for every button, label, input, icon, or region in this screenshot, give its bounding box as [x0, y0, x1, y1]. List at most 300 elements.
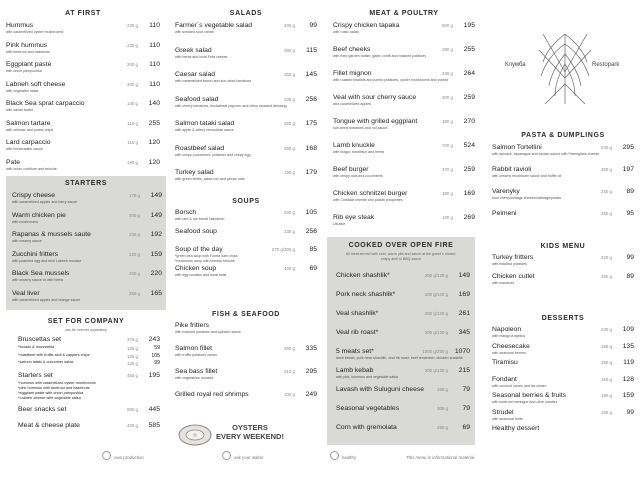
item-description: with vegetables mousse — [175, 376, 214, 380]
item-name: Meat & cheese plate — [18, 421, 80, 429]
item-name: *salmon tataki & cucumber salsa — [18, 360, 74, 364]
item-price: 69 — [462, 424, 470, 431]
item-price: 195 — [148, 371, 160, 379]
item-price: 99 — [626, 408, 634, 416]
menu-item — [12, 229, 162, 249]
item-weight: 250 g — [601, 189, 612, 194]
menu-item — [175, 167, 317, 187]
item-description: with onion confiture and brioche — [6, 166, 57, 171]
item-weight: 140 g — [127, 101, 138, 106]
set-item — [18, 422, 160, 430]
item-price: 120 — [148, 158, 160, 166]
set-item — [18, 372, 160, 380]
item-price: 220 — [150, 270, 162, 277]
item-weight: 400 g — [129, 271, 140, 276]
item-description: with lard & rye bread Napoleon — [175, 217, 225, 221]
item-name: Turkey salad — [175, 169, 214, 176]
item-price: 261 — [458, 310, 470, 317]
item-weight: 150 g — [601, 343, 612, 349]
menu-item — [175, 118, 317, 138]
own-production-icon — [102, 451, 111, 460]
item-weight: 250 g — [129, 290, 140, 296]
item-name: Chicken schnitzel burger — [333, 190, 408, 197]
item-description: with egg noodles and meat balls — [175, 272, 227, 277]
item-price: 145 — [305, 71, 317, 78]
item-name: Fondant — [492, 375, 517, 383]
item-name: Greek salad — [175, 46, 212, 54]
item-price: 99 — [309, 22, 317, 29]
item-weight: 200 g — [127, 62, 138, 67]
item-price: 165 — [150, 289, 162, 297]
oysters-line-2: EVERY WEEKEND! — [216, 432, 284, 441]
item-name: *eggplant paste with onion pampushka — [18, 390, 84, 395]
item-price: 59 — [154, 345, 160, 351]
item-weight: 240 g — [601, 145, 612, 150]
item-price: 175 — [305, 120, 317, 127]
item-weight: 300 g — [442, 95, 453, 100]
item-description: with beetroot meringue and olive candies — [492, 400, 558, 404]
item-weight: 250 g — [437, 425, 448, 430]
menu-item — [175, 366, 317, 386]
menu-item — [6, 137, 160, 157]
item-price: 109 — [622, 326, 634, 333]
item-description: with mashed potatoes and spinach sauce — [175, 330, 241, 334]
menu-item — [12, 288, 162, 308]
item-weight: 200 g/120 g — [424, 292, 448, 297]
item-weight: 110 g — [127, 120, 138, 126]
item-name: Crispy chicken tapaka — [333, 22, 400, 29]
menu-item — [333, 44, 475, 64]
item-weight: 200 g/130 g — [424, 368, 448, 373]
item-description: with mango Angelica — [492, 334, 525, 338]
item-description: with apple & celery remoulade sauce — [175, 128, 234, 132]
item-weight: 1000 g/250 g — [422, 349, 448, 354]
item-name: Tiramisu — [492, 359, 518, 366]
item-description: with crispy cucumbers, potatoes and crispy egg — [175, 152, 251, 157]
menu-item — [336, 308, 470, 328]
menu-item — [336, 365, 470, 385]
item-name: *roastbeef with truffle aioli & cappers chips — [18, 352, 90, 357]
item-price: 255 — [463, 46, 475, 53]
item-weight: 190 g — [284, 170, 295, 175]
item-price: 110 — [149, 61, 160, 68]
menu-item — [336, 384, 470, 404]
item-name: Zucchini fritters — [12, 250, 59, 258]
item-price: 259 — [463, 94, 475, 101]
item-description: with herbs and local Feta cheese — [175, 54, 228, 59]
item-price: 264 — [463, 70, 475, 77]
fire-panel — [327, 237, 475, 445]
item-weight: 230 g — [127, 23, 138, 28]
item-name: Corn with gremolata — [336, 424, 397, 431]
item-weight: 450 g — [127, 372, 138, 378]
item-name: Crispy cheese — [12, 192, 56, 199]
menu-item — [6, 157, 160, 177]
menu-item — [12, 210, 162, 230]
item-weight: 230 g — [601, 327, 612, 332]
item-weight: 150 g — [601, 409, 612, 415]
item-weight: 280 g — [284, 346, 295, 351]
item-price: 585 — [148, 421, 160, 429]
item-weight: 125 g — [127, 346, 138, 351]
item-weight: 700 g — [442, 143, 453, 148]
menu-item — [492, 186, 634, 206]
item-name: Lamb kebab — [336, 367, 374, 374]
item-description: with Cheddar cheese and potato croquettes — [333, 198, 403, 202]
item-description: with vegetable salsa — [6, 88, 39, 93]
item-weight: 220 g — [129, 251, 140, 257]
item-name: Veal shashlik* — [336, 310, 379, 317]
menu-item — [175, 244, 317, 264]
menu-item — [6, 79, 160, 99]
item-name: Lamb knuckle — [333, 142, 375, 149]
item-name: Pink hummus — [6, 41, 48, 49]
item-price: 269 — [463, 214, 475, 221]
pasta-title: PASTA & DUMPLINGS — [521, 132, 605, 139]
item-price: 295 — [305, 368, 317, 375]
set-subtitle: can be ordered separately — [65, 328, 107, 332]
menu-item — [175, 94, 317, 114]
item-description: with rustic salad — [333, 30, 359, 34]
item-price: 119 — [623, 359, 634, 366]
item-price: 110 — [149, 22, 160, 29]
menu-item — [175, 45, 317, 65]
item-weight: 190 g — [127, 159, 138, 165]
item-weight: 380 g — [442, 191, 453, 196]
item-description: with mashed potatoes — [492, 262, 527, 266]
menu-item — [175, 263, 317, 283]
item-weight: 250 g — [601, 211, 612, 216]
item-name: Tongue with grilled eggplant — [333, 118, 418, 125]
item-weight: 270 g/300 g — [271, 247, 295, 252]
menu-item — [175, 207, 317, 227]
item-weight: 125 g — [127, 361, 138, 366]
menu-item — [336, 327, 470, 347]
item-weight: 380 g — [442, 119, 453, 124]
item-weight: 180 g — [601, 393, 612, 398]
item-description: with coconut cream and ice cream — [492, 383, 547, 388]
item-price: 256 — [305, 95, 317, 103]
item-description: with roasted shallots and jumbo potatoes, oyster mushrooms and porcini — [333, 78, 449, 82]
item-name: Roastbeef salad — [175, 144, 225, 152]
menu-item — [492, 423, 634, 443]
item-description: with caramelized apples and berry sauce — [12, 200, 78, 204]
item-price: 95 — [626, 210, 634, 217]
item-description: with caramelized oyster mushrooms — [6, 30, 64, 34]
menu-item — [333, 140, 475, 160]
item-name: Varenyky — [492, 188, 520, 195]
set-sub-item — [18, 360, 160, 368]
menu-item — [175, 226, 317, 246]
item-weight: 850 g — [127, 406, 138, 412]
item-name: Hummus — [6, 22, 34, 29]
set-title: SET FOR COMPANY — [47, 318, 125, 325]
item-name: Rapanas & mussels saute — [12, 231, 91, 238]
kids-title: KIDS MENU — [540, 243, 586, 250]
item-price: 159 — [622, 392, 634, 399]
item-price: 169 — [458, 291, 470, 298]
item-description: with smoked sour cream — [175, 30, 214, 34]
item-name: Starters set — [18, 371, 53, 379]
item-description: with celeriac and potato chips — [6, 127, 54, 132]
item-name: Veal with sour cherry sauce — [333, 94, 417, 101]
item-name: Labneh soft cheese — [6, 80, 66, 88]
oysters-line-1: OYSTERS — [232, 423, 268, 432]
item-price: 99 — [154, 360, 160, 366]
item-name: Pike fritters — [175, 322, 209, 329]
item-weight: 230 g — [129, 232, 140, 237]
item-description: and caramelized apples — [333, 102, 371, 106]
item-name: Healthy dessert — [492, 425, 540, 432]
klumba-tree-logo — [535, 14, 595, 114]
item-weight: 310 g — [284, 369, 295, 374]
item-weight: 230 g — [127, 42, 138, 48]
item-weight: 100 g — [284, 392, 295, 397]
item-name: Lard carpaccio — [6, 139, 51, 146]
item-weight: 400 g — [284, 23, 295, 28]
item-name: Warm chicken pie — [12, 211, 66, 219]
menu-item — [6, 40, 160, 60]
item-name: Caesar salad — [175, 71, 216, 78]
brand-left: Клумба — [505, 62, 526, 68]
item-description: with green lentils, salad mix and pecan nuts — [175, 177, 245, 181]
menu-item — [333, 188, 475, 208]
item-price: 243 — [148, 336, 160, 343]
item-description: with macaroni — [492, 281, 515, 285]
item-price: 295 — [622, 144, 634, 151]
item-name: Lavash with Suluguni cheese — [336, 386, 425, 393]
item-weight: 180 g — [601, 274, 612, 279]
item-weight: 150 g — [601, 376, 612, 382]
item-weight: 500 g — [442, 23, 453, 28]
item-name: Sea bass fillet — [175, 368, 218, 375]
menu-item — [175, 389, 317, 409]
item-name: *tomato & mozzarella — [18, 345, 55, 349]
item-description: with horseradish sauce — [6, 147, 43, 151]
item-name: Borsch — [175, 209, 197, 216]
item-price: 89 — [626, 188, 634, 195]
item-name: Beef burger — [333, 166, 369, 173]
item-weight: 400 g — [284, 265, 295, 271]
item-description: with onion pampushka — [6, 69, 42, 73]
item-price: 270 — [463, 118, 475, 125]
menu-item — [175, 343, 317, 363]
item-price: 159 — [150, 250, 162, 258]
item-name: Seafood soup — [175, 227, 217, 235]
item-name: Black Sea sprat carpaccio — [6, 100, 85, 107]
item-name: Pork neck shashlik* — [336, 291, 396, 298]
item-weight: 330 g — [284, 228, 295, 234]
menu-item — [12, 268, 162, 288]
menu-item — [175, 69, 317, 89]
item-name: Farmer`s vegetable salad — [175, 22, 253, 29]
item-name: Turkey fritters — [492, 254, 534, 261]
item-price: 345 — [458, 329, 470, 336]
oyster-shell-icon — [176, 418, 214, 448]
healthy-leaf-icon — [330, 451, 339, 460]
item-price: 149 — [458, 272, 470, 279]
item-name: Seasonal vegetables — [336, 405, 400, 412]
menu-item — [336, 422, 470, 442]
menu-item — [492, 208, 634, 228]
item-price: 135 — [622, 342, 634, 350]
item-price: 215 — [458, 367, 470, 374]
item-weight: 200 g/120 g — [424, 330, 448, 335]
item-price: 69 — [309, 264, 317, 272]
menu-item — [6, 98, 160, 118]
item-price: 335 — [305, 345, 317, 352]
item-weight: 250 g — [284, 72, 295, 77]
menu-item — [175, 20, 317, 40]
footer-ask-waiter: ask your waiter — [234, 455, 264, 460]
oysters-promo — [210, 420, 290, 456]
item-weight: 370 g — [442, 167, 453, 172]
item-description: with cherry tomatoes, buckwheat popcorn and citrus mustard dressing — [175, 103, 287, 108]
item-price: 255 — [148, 119, 160, 127]
item-weight: 110 g — [127, 140, 138, 145]
item-price: 105 — [151, 352, 160, 359]
menu-item — [492, 252, 634, 272]
item-name: Chicken shashlik* — [336, 272, 390, 279]
item-name: Rabbit ravioli — [492, 166, 532, 173]
menu-item — [333, 212, 475, 232]
item-name: Salmon tartare — [6, 119, 51, 127]
item-description: with creamy sauce — [12, 239, 42, 243]
item-weight: 200 g/120 g — [424, 273, 448, 278]
menu-item — [333, 92, 475, 112]
menu-item — [175, 320, 317, 340]
item-weight: 375 g — [127, 337, 138, 342]
item-weight: 330 g — [442, 71, 453, 76]
item-weight: 100 g — [442, 215, 453, 220]
item-name: Chicken cutlet — [492, 273, 535, 280]
set-sub-item — [18, 396, 160, 404]
item-description: with creamy sauce or with herbs — [12, 278, 64, 282]
item-weight: 220 g — [601, 255, 612, 260]
item-name: Strudel — [492, 408, 514, 416]
item-description: with seasonal berries — [492, 350, 526, 355]
item-price: 168 — [305, 144, 317, 152]
fire-subtitle: All meat served with corn, warm pita and sauce at the guest`s choice: crispy aioli or BBQ sauce — [345, 252, 457, 261]
salads-title: SALADS — [229, 10, 263, 17]
item-weight: 260 g — [284, 145, 295, 151]
item-weight: 200 g — [127, 81, 138, 87]
item-weight: 200 g — [284, 96, 295, 102]
item-price: 256 — [305, 227, 317, 235]
item-description: Ukraine — [333, 222, 346, 226]
item-weight: 180 g — [601, 360, 612, 365]
item-description: with spinach, asparagus and tomato sauce with Parmigiano cheese — [492, 152, 600, 156]
item-name: Beef cheeks — [333, 46, 371, 53]
item-weight: 380 g — [284, 47, 295, 53]
item-price: 445 — [148, 405, 160, 413]
item-description: with crispy aioli and cucumbers — [333, 174, 383, 178]
menu-item — [333, 68, 475, 88]
item-name: Seasonal berries & fruits — [492, 392, 567, 399]
item-name: Eggplant paste — [6, 61, 52, 68]
item-price: 110 — [149, 41, 160, 49]
desserts-title: DESSERTS — [541, 315, 585, 322]
item-price: 128 — [622, 375, 634, 383]
starters-panel — [6, 176, 166, 310]
brand-right: Restopark — [592, 62, 620, 68]
item-description: with bulgur, bordeaux and herbs — [333, 150, 385, 154]
item-price: 79 — [462, 405, 470, 412]
item-name: Bruscettas set — [18, 336, 62, 343]
item-name: Grilled royal red shrimps — [175, 391, 249, 398]
item-description: with mushrooms — [12, 219, 39, 224]
item-price: 169 — [463, 190, 475, 197]
item-description: with caramelized apples and orange sauce — [12, 297, 81, 302]
item-price: 249 — [305, 391, 317, 398]
item-description: sun-dried tomatoes and nut sauce — [333, 126, 388, 130]
item-description: sour cherry/cottage cheese/cabbage/potato — [492, 196, 562, 200]
item-weight: 125 g — [127, 353, 138, 359]
meat-title: MEAT & POULTRY — [369, 10, 439, 17]
item-name: Rib eye steak — [333, 214, 375, 221]
item-name: Veal rib roast* — [336, 329, 379, 336]
item-name: Black Sea mussels — [12, 270, 70, 277]
item-weight: 200 g/120 g — [424, 311, 448, 316]
menu-item — [6, 118, 160, 138]
item-name: 5 meats set* — [336, 348, 374, 355]
item-price: 115 — [306, 46, 317, 54]
menu-item — [336, 403, 470, 423]
menu-item — [336, 270, 470, 290]
menu-item — [333, 116, 475, 136]
menu-item — [336, 346, 470, 366]
item-price: 524 — [463, 142, 475, 149]
item-weight: 150 g — [437, 387, 448, 392]
item-description: with pita, hummus and vegetable salsa — [336, 375, 398, 379]
item-name: Soup of the day — [175, 246, 223, 253]
menu-item — [6, 20, 160, 40]
set-item — [18, 406, 160, 414]
item-price: 110 — [149, 80, 160, 88]
item-price: 259 — [463, 166, 475, 173]
item-description: with caramelized bacon and sun dried tomatoes — [175, 79, 252, 83]
item-weight: 250 g — [284, 121, 295, 126]
item-description: lamb kebab, pork neck shashlik, veal rib roast, beef tenderloin, chicken shashlik — [336, 356, 463, 360]
item-price: 1070 — [454, 348, 470, 355]
item-price: 120 — [148, 139, 160, 146]
item-description: with truffle potatoes cream — [175, 353, 218, 357]
item-name: Salmon tataki salad — [175, 120, 235, 127]
item-description: with fried garden radish, garlic confit and mashed potatoes — [333, 54, 427, 58]
item-price: 195 — [463, 22, 475, 29]
item-description: with creamy mushroom sauce and truffle oil — [492, 174, 562, 178]
item-price: 149 — [150, 211, 162, 219]
footer-healthy: healthy — [342, 455, 357, 460]
menu-item — [175, 143, 317, 163]
item-name: Salmon Tortellini — [492, 144, 542, 151]
item-description: with caviar butter — [6, 108, 34, 112]
item-name: Cheesecake — [492, 342, 530, 350]
item-weight: 400 g — [127, 422, 138, 428]
item-weight: 250 g — [601, 167, 612, 172]
menu-item — [333, 20, 475, 40]
item-price: 89 — [626, 273, 634, 280]
item-price: 105 — [305, 209, 317, 216]
menu-item — [333, 164, 475, 184]
footer-info: This menu is informational material. — [406, 455, 476, 460]
item-name: Pelmeni — [492, 210, 517, 217]
item-price: 197 — [622, 166, 634, 173]
item-weight: 280 g — [442, 47, 453, 52]
starters-title: STARTERS — [64, 180, 107, 187]
fire-title: COOKED OVER OPEN FIRE — [348, 242, 454, 249]
menu-item — [12, 249, 162, 269]
